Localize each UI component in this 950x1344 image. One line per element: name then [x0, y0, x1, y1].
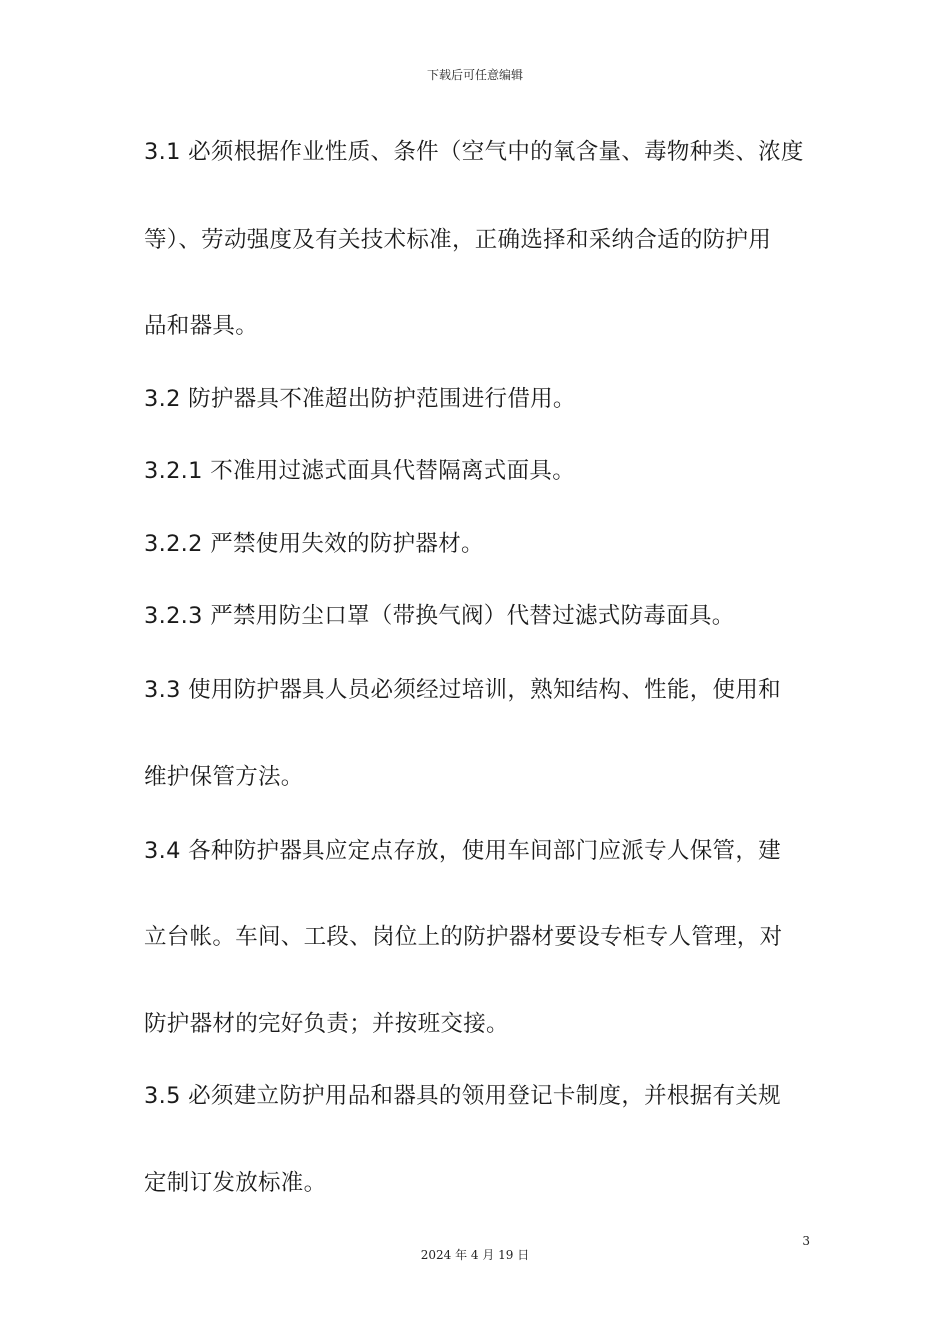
paragraph-line: 3.2.1 不准用过滤式面具代替隔离式面具。 [144, 458, 576, 484]
paragraph-line: 3.1 必须根据作业性质、条件（空气中的氧含量、毒物种类、浓度 [144, 139, 804, 165]
paragraph-line: 3.4 各种防护器具应定点存放，使用车间部门应派专人保管，建 [144, 838, 781, 864]
paragraph-line: 定制订发放标准。 [144, 1170, 327, 1196]
paragraph-line: 3.2 防护器具不准超出防护范围进行借用。 [144, 386, 576, 412]
paragraph-line: 品和器具。 [144, 313, 259, 339]
paragraph-line: 3.2.3 严禁用防尘口罩（带换气阀）代替过滤式防毒面具。 [144, 603, 735, 629]
paragraph-line: 3.2.2 严禁使用失效的防护器材。 [144, 531, 484, 557]
paragraph-line: 防护器材的完好负责；并按班交接。 [144, 1011, 509, 1037]
paragraph-line: 维护保管方法。 [144, 764, 304, 790]
paragraph-line: 立台帐。车间、工段、岗位上的防护器材要设专柜专人管理，对 [144, 924, 783, 950]
paragraph-line: 3.5 必须建立防护用品和器具的领用登记卡制度，并根据有关规 [144, 1083, 781, 1109]
paragraph-line: 等）、劳动强度及有关技术标准，正确选择和采纳合适的防护用 [144, 227, 772, 253]
page-number: 3 [802, 1234, 810, 1248]
footer-date: 2024 年 4 月 19 日 [420, 1248, 530, 1262]
header-note: 下载后可任意编辑 [426, 68, 523, 82]
paragraph-line: 3.3 使用防护器具人员必须经过培训，熟知结构、性能，使用和 [144, 677, 781, 703]
